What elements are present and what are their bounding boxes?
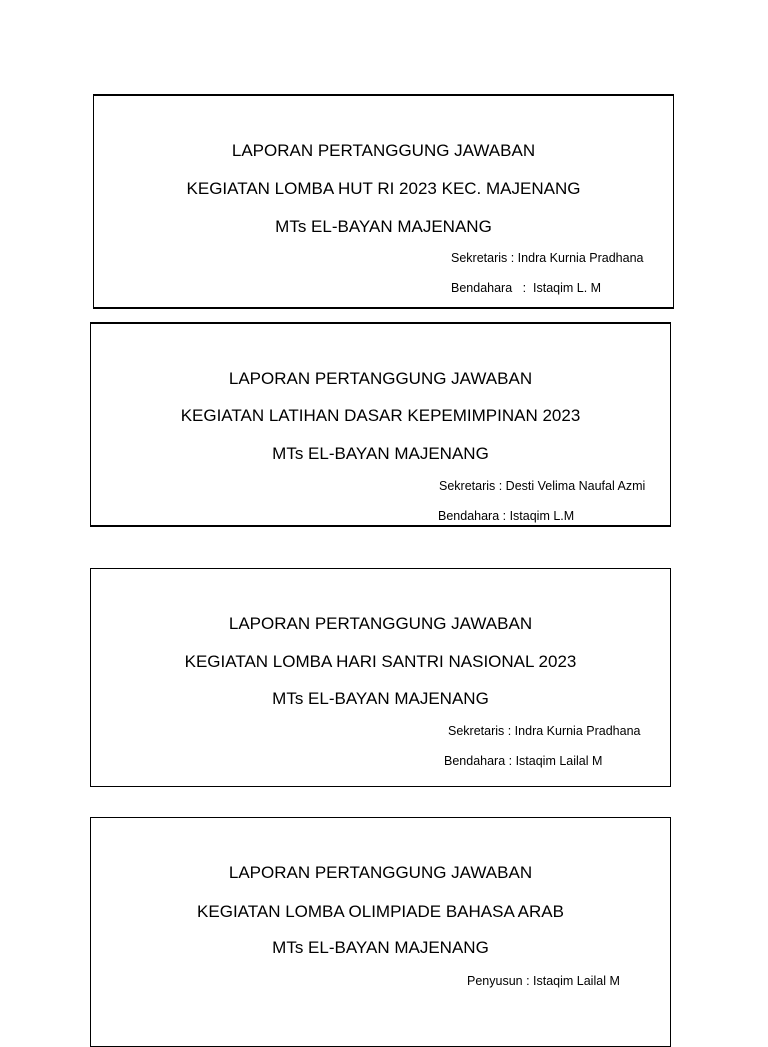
report-label-1 <box>93 94 674 309</box>
report-title-line-1: LAPORAN PERTANGGUNG JAWABAN <box>228 863 533 882</box>
treasurer-line: Bendahara : Istaqim L.M <box>438 509 575 523</box>
secretary-line: Sekretaris : Desti Velima Naufal Azmi <box>439 479 646 493</box>
compiler-line: Penyusun : Istaqim Lailal M <box>467 974 620 988</box>
report-title-line-3: MTs EL-BAYAN MAJENANG <box>275 217 492 236</box>
secretary-line: Sekretaris : Indra Kurnia Pradhana <box>448 724 641 738</box>
secretary-line: Sekretaris : Indra Kurnia Pradhana <box>451 251 644 265</box>
report-label-4 <box>90 817 671 1047</box>
report-title-line-2: KEGIATAN LOMBA HARI SANTRI NASIONAL 2023 <box>184 652 577 671</box>
report-title-line-1: LAPORAN PERTANGGUNG JAWABAN <box>228 369 533 388</box>
report-title-line-2: KEGIATAN LATIHAN DASAR KEPEMIMPINAN 2023 <box>180 406 581 425</box>
report-title-line-3: MTs EL-BAYAN MAJENANG <box>272 938 489 957</box>
report-title-line-1: LAPORAN PERTANGGUNG JAWABAN <box>228 614 533 633</box>
treasurer-line: Bendahara : Istaqim L. M <box>451 281 602 295</box>
report-label-3 <box>90 568 671 787</box>
report-title-line-3: MTs EL-BAYAN MAJENANG <box>272 689 489 708</box>
report-title-line-2: KEGIATAN LOMBA OLIMPIADE BAHASA ARAB <box>197 902 564 921</box>
treasurer-line: Bendahara : Istaqim Lailal M <box>444 754 603 768</box>
report-title-line-1: LAPORAN PERTANGGUNG JAWABAN <box>231 141 536 160</box>
report-title-line-2: KEGIATAN LOMBA HUT RI 2023 KEC. MAJENANG <box>186 179 581 198</box>
report-title-line-3: MTs EL-BAYAN MAJENANG <box>272 444 489 463</box>
report-label-2 <box>90 322 671 527</box>
